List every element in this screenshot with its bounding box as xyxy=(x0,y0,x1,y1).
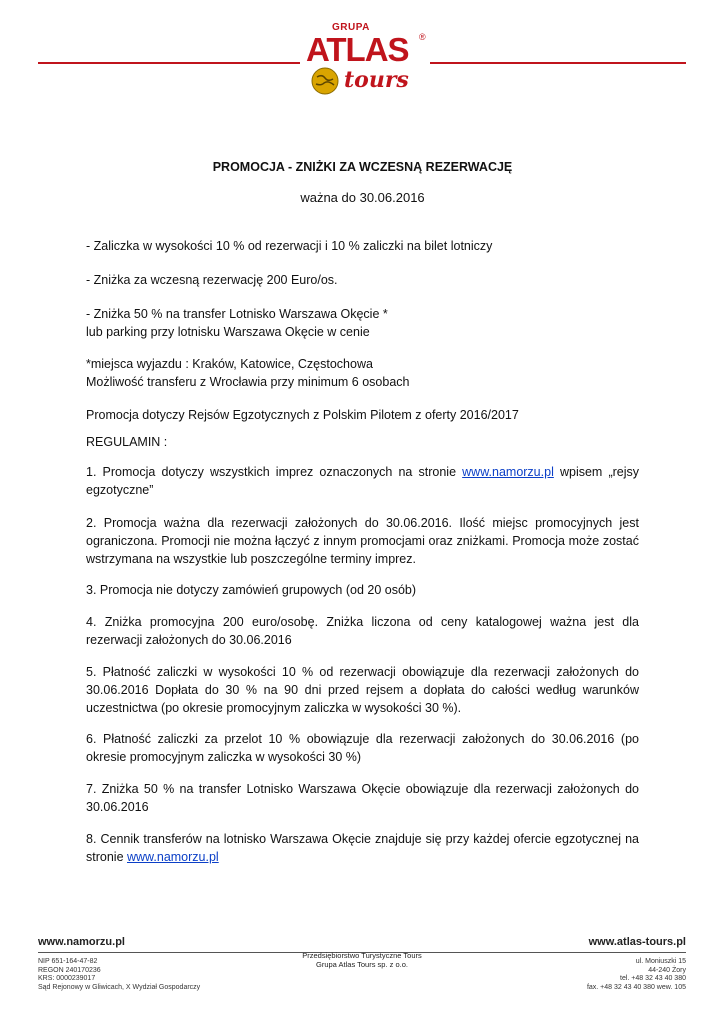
rule-8-text: 8. Cennik transferów na lotnisko Warszawa Okęcie znajduje się przy każdej ofercie egzotycznej na stronie xyxy=(86,832,639,864)
rule-7: 7. Zniżka 50 % na transfer Lotnisko Warszawa Okęcie obowiązuje dla rezerwacji założonych do 30.06.2016 xyxy=(86,782,639,814)
footer-left-url: www.namorzu.pl xyxy=(38,936,125,948)
promotion-scope: Promocja dotyczy Rejsów Egzotycznych z Polskim Pilotem z oferty 2016/2017 xyxy=(86,408,519,422)
logo-grupa-text: GRUPA xyxy=(332,22,370,33)
header-rule-right xyxy=(430,62,686,64)
company-line-2: Grupa Atlas Tours sp. z o.o. xyxy=(316,960,408,969)
rule-3: 3. Promocja nie dotyczy zamówień grupowych (od 20 osób) xyxy=(86,583,417,597)
rules-heading: REGULAMIN : xyxy=(86,435,168,449)
rule-6: 6. Płatność zaliczki za przelot 10 % obowiązuje dla rezerwacji założonych do 30.06.2016 (po okresie promocyjnym zaliczka w wysokości 30 %) xyxy=(86,732,639,764)
namorzu-link[interactable]: www.namorzu.pl xyxy=(462,465,554,479)
rule-5: 5. Płatność zaliczki w wysokości 10 % od rezerwacji obowiązuje dla rezerwacji założonych do 30.06.2016 Dopłata do 30 % na 90 dni przed rejsem a dopłata do całości według warunków uczestnictwa (po okresie promocyjnym zaliczka w wysokości 30 %). xyxy=(86,665,639,715)
footer-right-url: www.atlas-tours.pl xyxy=(588,936,686,948)
rule-1-text-end: wpisem „rejsy egzotyczne” xyxy=(86,465,639,497)
footer-company xyxy=(276,951,448,969)
transfer-line-2: lub parking przy lotnisku Warszawa Okęcie w cenie xyxy=(86,325,370,339)
footer-right-line: ul. Moniuszki 15 xyxy=(635,958,686,965)
document-title: PROMOCJA - ZNIŻKI ZA WCZESNĄ REZERWACJĘ xyxy=(212,160,513,174)
departures-paragraph xyxy=(86,355,639,391)
bullet-early-discount: - Zniżka za wczesną rezerwację 200 Euro/os. xyxy=(86,273,338,287)
footer-address xyxy=(587,958,686,992)
transfer-paragraph xyxy=(86,305,639,341)
rule-2: 2. Promocja ważna dla rezerwacji założonych do 30.06.2016. Ilość miejsc promocyjnych jest ograniczona. Promocji nie można łączyć z innym promocjami oraz zniżkami. Promocja może zostać wstrzymana na wszystkie lub poszczególne terminy imprez. xyxy=(86,516,639,566)
departures-line-2: Możliwość transferu z Wrocławia przy minimum 6 osobach xyxy=(86,375,410,389)
company-line-1: Przedsiębiorstwo Turystyczne Tours xyxy=(302,951,422,960)
footer-right-line: tel. +48 32 43 40 380 xyxy=(620,975,686,982)
footer-left-line: KRS: 0000239017 xyxy=(38,975,96,982)
rule-1 xyxy=(86,463,639,499)
footer-right-line: 44-240 Żory xyxy=(648,966,686,974)
validity-date: ważna do 30.06.2016 xyxy=(300,190,425,205)
footer-left-line: Sąd Rejonowy w Gliwicach, X Wydział Gospodarczy xyxy=(38,983,201,991)
rule-8 xyxy=(86,830,639,866)
header-rule-left xyxy=(38,62,300,64)
rule-4: 4. Zniżka promocyjna 200 euro/osobę. Zniżka liczona od ceny katalogowej ważna jest dla rezerwacji założonych do 30.06.2016 xyxy=(86,615,639,647)
footer-left-line: REGON 240170236 xyxy=(38,966,101,974)
namorzu-link-2[interactable]: www.namorzu.pl xyxy=(127,850,219,864)
globe-icon xyxy=(310,66,340,96)
departures-line-1: *miejsca wyjazdu : Kraków, Katowice, Częstochowa xyxy=(86,357,373,371)
footer-registration xyxy=(38,958,200,992)
logo-tours-text: tours xyxy=(344,67,409,93)
rule-1-text: 1. Promocja dotyczy wszystkich imprez oznaczonych na stronie xyxy=(86,465,463,479)
footer-right-line: fax. +48 32 43 40 380 wew. 105 xyxy=(586,983,686,991)
bullet-deposit: - Zaliczka w wysokości 10 % od rezerwacji i 10 % zaliczki na bilet lotniczy xyxy=(86,239,493,253)
atlas-tours-logo xyxy=(300,22,430,92)
transfer-line-1: - Zniżka 50 % na transfer Lotnisko Warszawa Okęcie * xyxy=(86,307,388,321)
logo-registered-mark: ® xyxy=(419,32,426,42)
footer-left-line: NIP 651-164-47-82 xyxy=(38,958,98,965)
logo-atlas-text: ATLAS xyxy=(306,31,409,68)
